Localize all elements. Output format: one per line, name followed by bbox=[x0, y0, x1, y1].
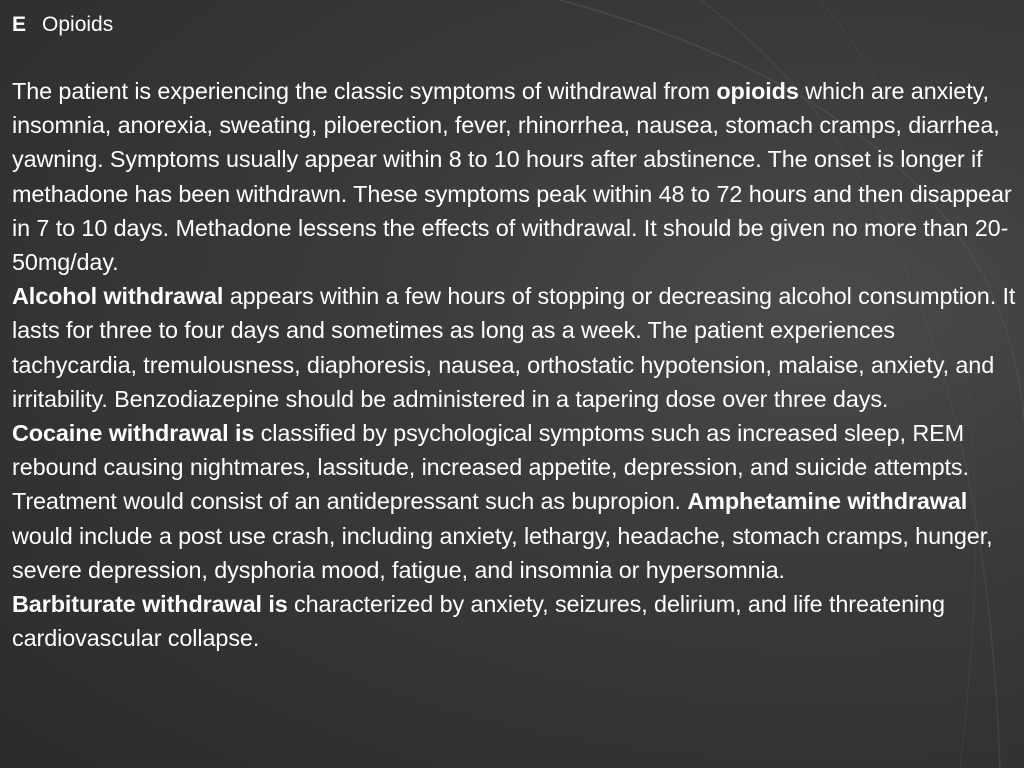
amphetamine-text-after: would include a post use crash, including anxiety, lethargy, headache, stomach cramps, hunger, severe depression, dysphoria mood, fatigue, and insomnia or hypersomnia. bbox=[12, 522, 993, 583]
barbiturate-text-after: characterized by anxiety, seizures, delirium, and life threatening cardiovascular collapse. bbox=[12, 591, 945, 652]
cocaine-text-after: classified by psychological symptoms such as increased sleep, REM rebound causing nightmares, lassitude, increased appetite, depression, and suicide attempts. Treatment would consist of an antidepressant such as bupropion. bbox=[12, 420, 969, 515]
answer-letter: E bbox=[12, 13, 27, 36]
paragraph-alcohol bbox=[12, 279, 1016, 416]
barbiturate-bold: Barbiturate withdrawal is bbox=[12, 591, 288, 618]
slide-body bbox=[12, 74, 1016, 655]
slide-header bbox=[12, 10, 1016, 40]
amphetamine-bold: Amphetamine withdrawal bbox=[687, 488, 968, 515]
cocaine-bold: Cocaine withdrawal is bbox=[12, 420, 255, 447]
paragraph-opioids bbox=[12, 74, 1016, 279]
opioids-text-before: The patient is experiencing the classic symptoms of withdrawal from bbox=[12, 78, 717, 104]
opioids-text-after: which are anxiety, insomnia, anorexia, sweating, piloerection, fever, rhinorrhea, nausea, stomach cramps, diarrhea, yawning. Symptoms usually appear within 8 to 10 hours after abstinence. The onset is longer if methadone has been withdrawn. These symptoms peak within 48 to 72 hours and then disappear in 7 to 10 days. Methadone lessens the effects of withdrawal. It should be given no more than 20-50mg/day. bbox=[12, 78, 1012, 276]
alcohol-bold: Alcohol withdrawal bbox=[12, 283, 224, 310]
paragraph-barbiturate bbox=[12, 587, 1016, 655]
slide-content bbox=[12, 10, 1016, 655]
alcohol-text-after: appears within a few hours of stopping or decreasing alcohol consumption. It lasts for three to four days and sometimes as long as a week. The patient experiences tachycardia, tremulousness, diaphoresis, nausea, orthostatic hypotension, malaise, anxiety, and irritability. Benzodiazepine should be administered in a tapering dose over three days. bbox=[12, 283, 1016, 412]
opioids-bold: opioids bbox=[716, 78, 799, 104]
paragraph-cocaine bbox=[12, 416, 1016, 587]
slide-title: Opioids bbox=[42, 13, 114, 36]
